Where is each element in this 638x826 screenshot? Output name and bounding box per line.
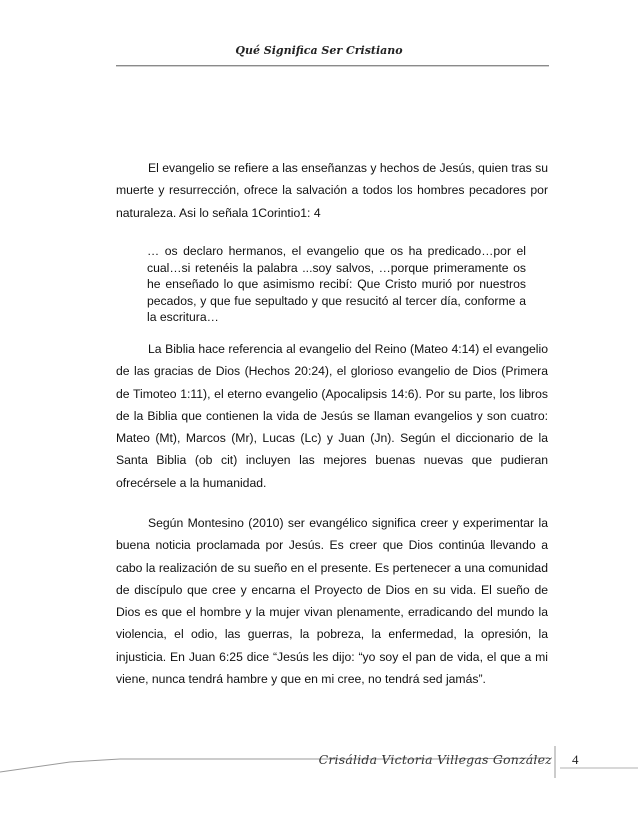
page-number: 4 <box>572 752 579 767</box>
running-header-title: Qué Significa Ser Cristiano <box>235 44 403 57</box>
block-quote-corinthians: … os declaro hermanos, el evangelio que os ha predicado…por el cual…si retenéis la palabra ...soy salvos, …porque primeramente os he enseñado lo que asimismo recibí: Que Cristo murió por nuestros pecados, y que fue sepultado y que resucitó al tercer día, conforme a la escritura… <box>147 244 526 325</box>
footer-author-name: Crisálida Victoria Villegas González <box>318 752 552 767</box>
paragraph-gospel-definition: El evangelio se refiere a las enseñanzas y hechos de Jesús, quien tras su muerte y resurrección, ofrece la salvación a todos los hombres pecadores por naturaleza. Asi lo señala 1Corintio1: 4 <box>116 161 548 220</box>
header-divider <box>116 65 549 66</box>
paragraph-bible-references: La Biblia hace referencia al evangelio del Reino (Mateo 4:14) el evangelio de las gracias de Dios (Hechos 20:24), el glorioso evangelio de Dios (Primera de Timoteo 1:11), el eterno evangelio (Apocalipsis 14:6). Por su parte, los libros de la Biblia que contienen la vida de Jesús se llaman evangelios y son cuatro: Mateo (Mt), Marcos (Mr), Lucas (Lc) y Juan (Jn). Según el diccionario de la Santa Biblia (ob cit) incluyen las mejores buenas nuevas que pudieran ofrecérsele a la humanidad. <box>116 342 548 490</box>
paragraph-montesino: Según Montesino (2010) ser evangélico significa creer y experimentar la buena noticia proclamada por Jesús. Es creer que Dios continúa llevando a cabo la realización de su sueño en el presente. Es pertenecer a una comunidad de discípulo que cree y encarna el Proyecto de Dios en su vida. El sueño de Dios es que el hombre y la mujer vivan plenamente, erradicando del mundo la violencia, el odio, las guerras, la pobreza, la enfermedad, la opresión, la injusticia. En Juan 6:25 dice “Jesús les dijo: “yo soy el pan de vida, el que a mi viene, nunca tendrá hambre y que en mi cree, no tendrá sed jamás”. <box>116 516 548 687</box>
